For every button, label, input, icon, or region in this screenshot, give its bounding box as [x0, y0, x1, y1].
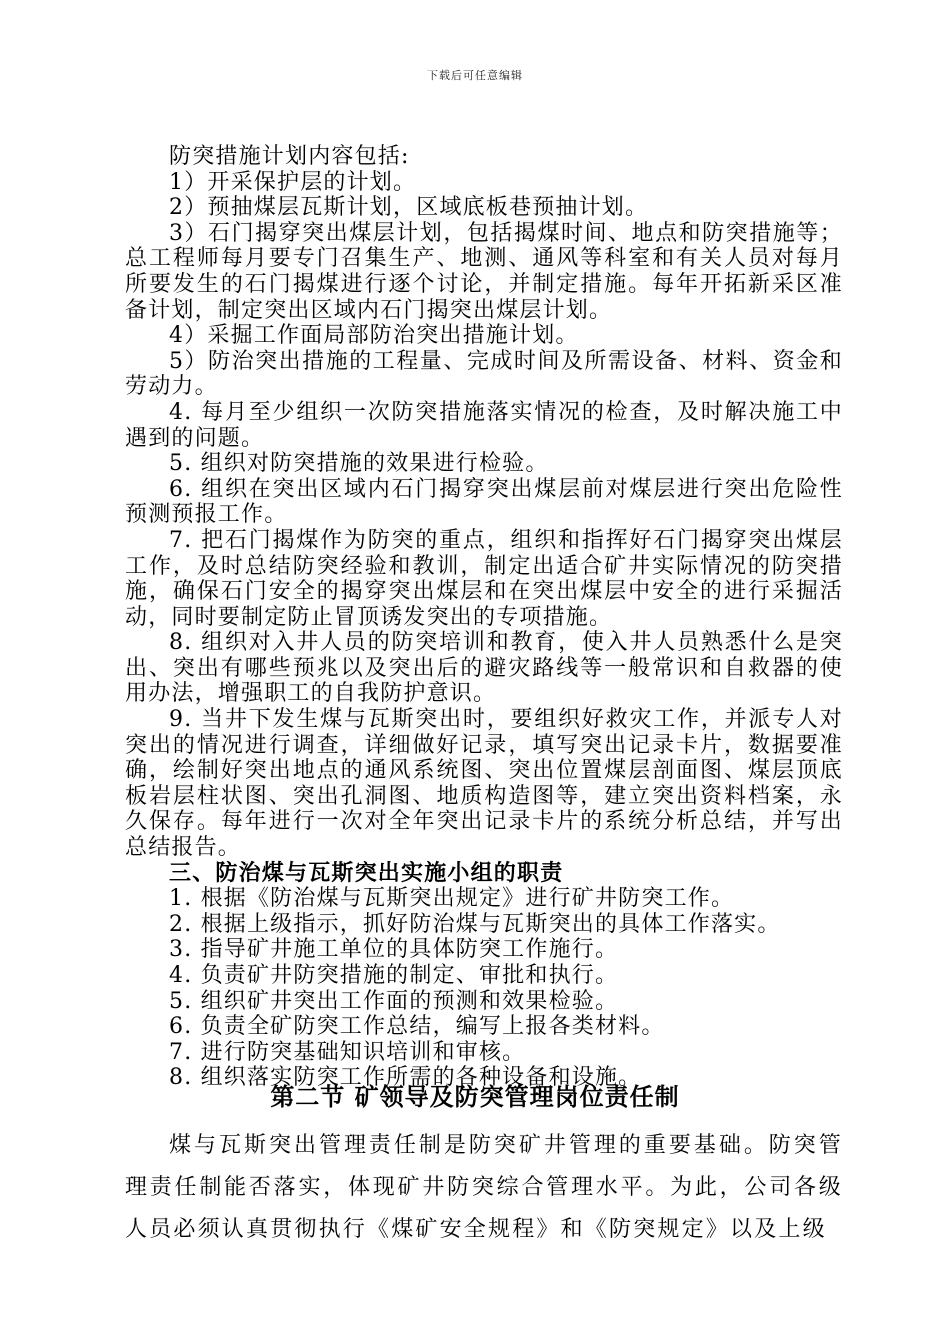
- subheading: 三、防治煤与瓦斯突出实施小组的职责: [169, 859, 564, 886]
- paragraph: 4）采掘工作面局部防治突出措施计划。: [169, 323, 579, 349]
- paragraph: 5）防治突出措施的工程量、完成时间及所需设备、材料、资金和劳动力。: [125, 348, 843, 400]
- page-header-note: 下载后可任意编辑: [427, 69, 523, 82]
- paragraph: 9. 当井下发生煤与瓦斯突出时，要组织好救灾工作，并派专人对突出的情况进行调查，详细做好记录，填写突出记录卡片，数据要准确，绘制好突出地点的通风系统图、突出位置煤层剖面图、煤层顶底板岩层柱状图、突出孔洞图、地质构造图等，建立突出资料档案，永久保存。每年进行一次对全年突出记录卡片的系统分析总结，并写出总结报告。: [125, 707, 843, 861]
- paragraph: 3）石门揭穿突出煤层计划，包括揭煤时间、地点和防突措施等；总工程师每月要专门召集生产、地测、通风等科室和有关人员对每月所要发生的石门揭煤进行逐个讨论，并制定措施。每年开拓新采区准备计划，制定突出区域内石门揭突出煤层计划。: [125, 220, 843, 323]
- duty-item: 3. 指导矿井施工单位的具体防突工作施行。: [169, 937, 619, 963]
- duty-item: 6. 负责全矿防突工作总结，编写上报各类材料。: [169, 1014, 665, 1040]
- paragraph: 2）预抽煤层瓦斯计划，区域底板巷预抽计划。: [169, 195, 649, 221]
- duty-item: 8. 组织落实防突工作所需的各种设备和设施。: [169, 1065, 642, 1091]
- duty-item: 1. 根据《防治煤与瓦斯突出规定》进行矿井防突工作。: [169, 886, 735, 912]
- paragraph: 煤与瓦斯突出管理责任制是防突矿井管理的重要基础。防突管理责任制能否落实，体现矿井防突综合管理水平。为此，公司各级人员必须认真贯彻执行《煤矿安全规程》和《防突规定》以及上级: [125, 1133, 843, 1242]
- paragraph: 8. 组织对入井人员的防突培训和教育，使入井人员熟悉什么是突出、突出有哪些预兆以及突出后的避灾路线等一般常识和自救器的使用办法，增强职工的自我防护意识。: [125, 630, 843, 707]
- document-body: [125, 144, 843, 1091]
- paragraph: 防突措施计划内容包括:: [169, 144, 410, 169]
- duty-item: 2. 根据上级指示，抓好防治煤与瓦斯突出的具体工作落实。: [169, 911, 781, 937]
- paragraph: 1）开采保护层的计划。: [169, 169, 417, 195]
- paragraph: 5. 组织对防突措施的效果进行检验。: [169, 451, 549, 477]
- paragraph: 7. 把石门揭煤作为防突的重点，组织和指挥好石门揭穿突出煤层工作，及时总结防突经验和教训，制定出适合矿井实际情况的防突措施，确保石门安全的揭穿突出煤层和在突出煤层中安全的进行采掘活动，同时要制定防止冒顶诱发突出的专项措施。: [125, 527, 843, 630]
- paragraph: 4. 每月至少组织一次防突措施落实情况的检查，及时解决施工中遇到的问题。: [125, 399, 843, 451]
- paragraph: 6. 组织在突出区域内石门揭穿突出煤层前对煤层进行突出危险性预测预报工作。: [125, 476, 843, 528]
- duty-item: 5. 组织矿井突出工作面的预测和效果检验。: [169, 988, 619, 1014]
- section-body: [125, 1125, 843, 1251]
- duty-item: 7. 进行防突基础知识培训和审核。: [169, 1039, 526, 1065]
- section-heading: 第二节 矿领导及防突管理岗位责任制: [270, 1082, 680, 1111]
- duty-item: 4. 负责矿井防突措施的制定、审批和执行。: [169, 963, 619, 988]
